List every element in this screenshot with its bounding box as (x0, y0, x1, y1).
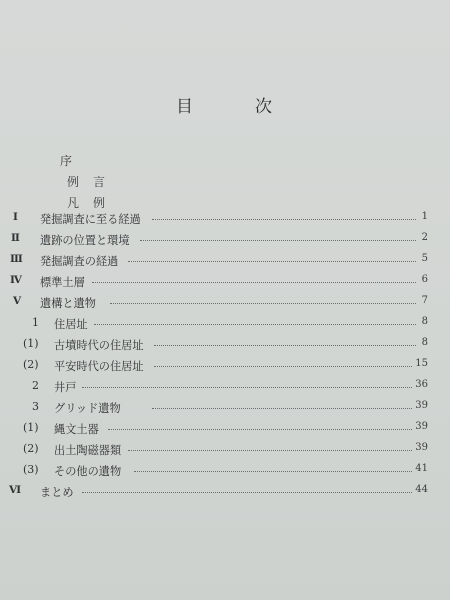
toc-entry-title: 発掘調査の経過 (40, 255, 119, 268)
toc-leader-dots (128, 450, 412, 451)
toc-entry[interactable] (0, 379, 450, 399)
toc-chapter-number: Ⅲ (10, 253, 23, 265)
toc-entry[interactable] (0, 400, 450, 420)
toc-chapter-number: Ⅴ (13, 295, 22, 307)
front-matter-foreword: 例 言 (67, 175, 107, 189)
toc-entry-title: 発掘調査に至る経過 (40, 213, 141, 226)
toc-leader-dots (82, 492, 412, 493)
toc-chapter-number: Ⅵ (9, 484, 22, 496)
toc-subsection-number: (2) (23, 442, 39, 455)
toc-page-number: 8 (421, 337, 428, 348)
toc-entry[interactable] (0, 442, 450, 462)
toc-entry-title: 平安時代の住居址 (54, 360, 144, 373)
toc-entry-title: グリッド遺物 (54, 402, 121, 415)
toc-page-number: 1 (421, 211, 428, 222)
title-left-char: 目 (176, 97, 195, 117)
toc-page-number: 15 (415, 358, 428, 369)
front-matter-preface: 序 (60, 154, 74, 168)
toc-page-number: 6 (421, 274, 428, 285)
toc-entry[interactable] (0, 358, 450, 378)
toc-entry[interactable] (0, 295, 450, 315)
toc-subsection-number: (3) (23, 463, 39, 476)
toc-page-number: 39 (415, 421, 428, 432)
toc-leader-dots (154, 345, 416, 346)
toc-page-number: 44 (415, 484, 428, 495)
toc-entry-title: 縄文土器 (54, 423, 99, 436)
toc-entry-title: 遺構と遺物 (40, 297, 96, 310)
toc-entry-title: 古墳時代の住居址 (54, 339, 144, 352)
title-right-char: 次 (255, 97, 274, 117)
toc-subsection-number: (2) (23, 358, 39, 371)
toc-chapter-number: Ⅳ (10, 274, 22, 286)
toc-entry-title: まとめ (40, 486, 74, 499)
toc-entry-title: 標準土層 (40, 276, 85, 289)
toc-entry-title: その他の遺物 (54, 465, 122, 478)
toc-entry[interactable] (0, 337, 450, 357)
toc-leader-dots (94, 324, 416, 325)
toc-leader-dots (152, 408, 412, 409)
toc-entry-title: 井戸 (54, 381, 77, 394)
toc-subsection-number: (1) (23, 421, 39, 434)
toc-chapter-number: Ⅱ (11, 232, 20, 244)
toc-leader-dots (154, 366, 412, 367)
front-matter-notes: 凡 例 (67, 196, 107, 210)
toc-page-number: 36 (415, 379, 428, 390)
toc-leader-dots (82, 387, 412, 388)
toc-entry-title: 遺跡の位置と環境 (40, 234, 130, 247)
toc-entry[interactable] (0, 253, 450, 273)
toc-page-number: 39 (415, 400, 428, 411)
toc-entry[interactable] (0, 274, 450, 294)
toc-entry[interactable] (0, 316, 450, 336)
toc-entry[interactable] (0, 232, 450, 252)
toc-leader-dots (134, 471, 412, 472)
toc-entry[interactable] (0, 484, 450, 504)
toc-entry[interactable] (0, 211, 450, 231)
toc-leader-dots (140, 240, 416, 241)
toc-page-number: 39 (415, 442, 428, 453)
toc-page-number: 8 (421, 316, 428, 327)
toc-leader-dots (128, 261, 416, 262)
toc-entry-title: 出土陶磁器類 (54, 444, 122, 457)
toc-leader-dots (110, 303, 416, 304)
toc-leader-dots (152, 219, 416, 220)
toc-section-number: 3 (32, 400, 39, 413)
toc-leader-dots (92, 282, 416, 283)
page-title (0, 92, 450, 117)
toc-section-number: 1 (32, 316, 39, 329)
toc-page-number: 2 (421, 232, 428, 243)
toc-entry[interactable] (0, 421, 450, 441)
toc-subsection-number: (1) (23, 337, 39, 350)
toc-chapter-number: Ⅰ (13, 211, 18, 223)
toc-entry-title: 住居址 (54, 318, 88, 331)
toc-section-number: 2 (32, 379, 39, 392)
toc-page-number: 7 (421, 295, 428, 306)
toc-entry[interactable] (0, 463, 450, 483)
toc-page-number: 5 (421, 253, 428, 264)
toc-leader-dots (108, 429, 412, 430)
toc-page-number: 41 (415, 463, 428, 474)
